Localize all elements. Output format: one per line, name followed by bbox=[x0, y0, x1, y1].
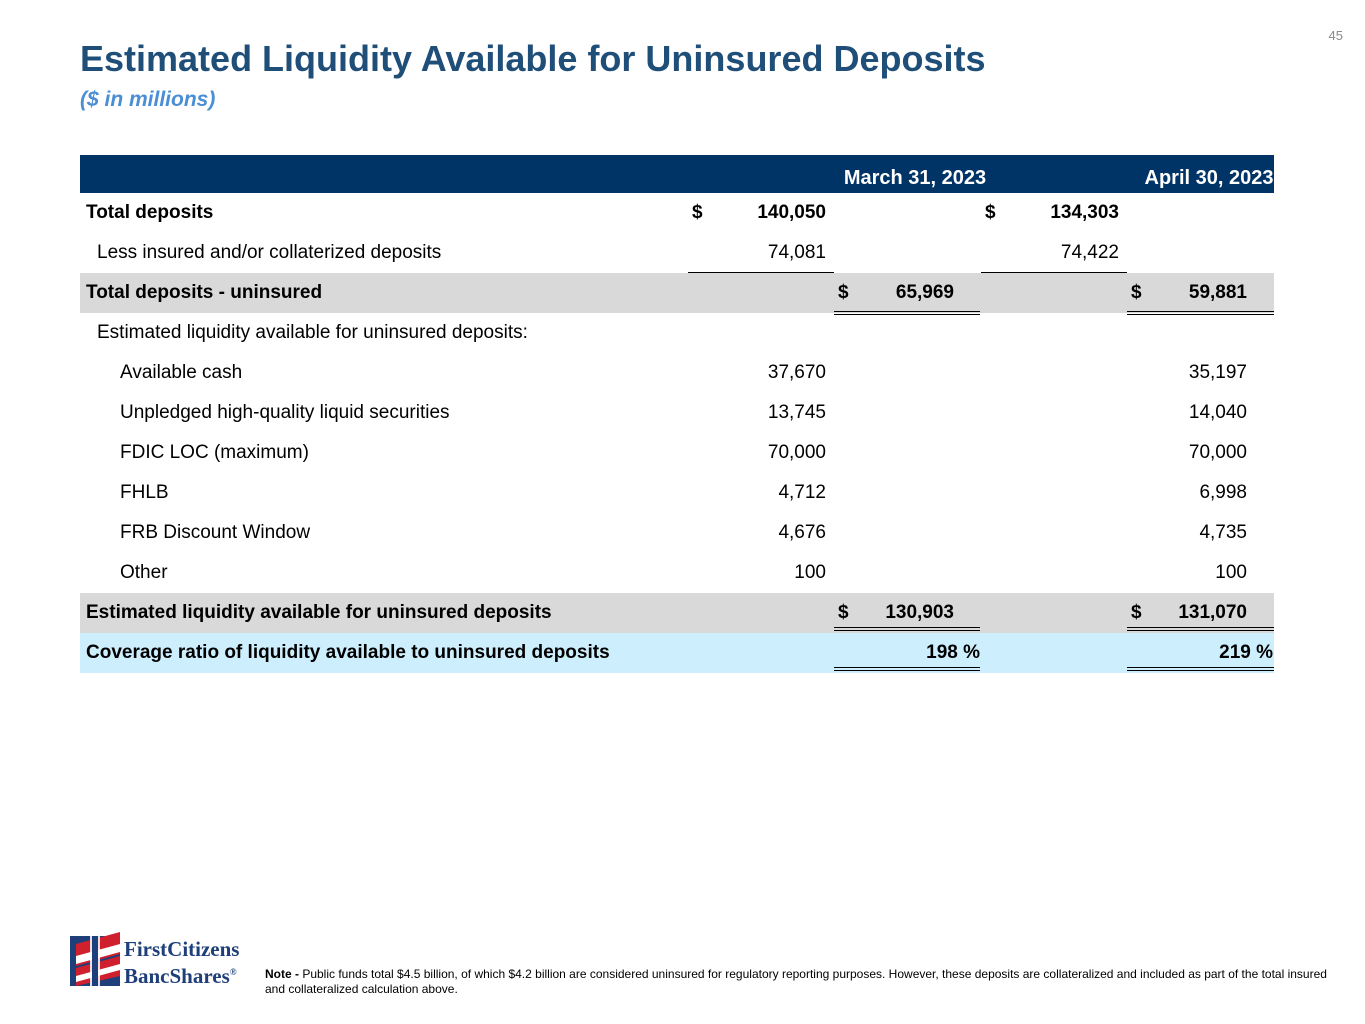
row-label: Available cash bbox=[120, 362, 243, 383]
table-header-row bbox=[80, 155, 1274, 193]
row-label: Other bbox=[120, 562, 168, 583]
april-value: 70,000 bbox=[1188, 442, 1247, 463]
row-label: FHLB bbox=[120, 482, 169, 503]
registered-mark: ® bbox=[229, 967, 237, 977]
table-row-coverage-ratio bbox=[80, 633, 1274, 673]
underline-april-insured bbox=[981, 272, 1127, 273]
dollar-sign: $ bbox=[838, 602, 849, 623]
column-header-april: April 30, 2023 bbox=[1144, 167, 1274, 189]
double-underline-april-liquidity bbox=[1127, 627, 1274, 631]
double-underline-april-uninsured bbox=[1127, 311, 1274, 315]
march-value: 70,000 bbox=[767, 442, 826, 463]
april-value: 59,881 bbox=[1188, 282, 1247, 303]
table-row-insured-deposits bbox=[80, 233, 1274, 273]
dollar-sign: $ bbox=[838, 282, 849, 303]
page-title: Estimated Liquidity Available for Uninsured Deposits bbox=[80, 38, 986, 79]
page-subtitle: ($ in millions) bbox=[80, 88, 216, 111]
double-underline-march-ratio bbox=[834, 667, 980, 671]
underline-march-insured bbox=[688, 272, 834, 273]
dollar-sign: $ bbox=[692, 202, 703, 223]
footnote bbox=[265, 967, 1335, 997]
march-ratio: 198 % bbox=[926, 642, 980, 663]
logo-wordmark bbox=[124, 938, 239, 988]
march-value: 100 bbox=[794, 562, 826, 583]
april-value: 4,735 bbox=[1199, 522, 1247, 543]
table-row-fdic-loc bbox=[80, 433, 1274, 473]
footnote-text: Public funds total $4.5 billion, of which $4.2 billion are considered uninsured for regulatory reporting purposes. However, these deposits are collateralized and included as part of the total insured and collateralized calculation above. bbox=[265, 967, 1327, 996]
dollar-sign: $ bbox=[985, 202, 996, 223]
march-value: 65,969 bbox=[895, 282, 954, 303]
dollar-sign: $ bbox=[1131, 602, 1142, 623]
column-header-march: March 31, 2023 bbox=[843, 167, 987, 189]
row-label: Coverage ratio of liquidity available to uninsured deposits bbox=[86, 642, 610, 663]
logo-line-2-text: BancShares bbox=[124, 964, 230, 988]
march-value: 37,670 bbox=[767, 362, 826, 383]
march-value: 74,081 bbox=[767, 242, 826, 263]
row-label: Total deposits - uninsured bbox=[86, 282, 323, 303]
table-row-total-deposits bbox=[80, 193, 1274, 233]
row-label: Estimated liquidity available for uninsured deposits bbox=[86, 602, 552, 623]
table-row-section-heading bbox=[80, 313, 1274, 353]
april-value: 74,422 bbox=[1060, 242, 1119, 263]
row-label: Total deposits bbox=[86, 202, 214, 223]
april-value: 35,197 bbox=[1188, 362, 1247, 383]
table-row-frb-discount-window bbox=[80, 513, 1274, 553]
logo-line-1: FirstCitizens bbox=[124, 937, 240, 961]
row-label: FDIC LOC (maximum) bbox=[120, 442, 309, 463]
april-ratio: 219 % bbox=[1219, 642, 1273, 663]
march-value: 4,712 bbox=[778, 482, 826, 503]
row-label: Unpledged high-quality liquid securities bbox=[120, 402, 450, 423]
logo-line-2 bbox=[124, 961, 239, 988]
april-value: 100 bbox=[1215, 562, 1247, 583]
march-value: 130,903 bbox=[885, 602, 954, 623]
row-label: FRB Discount Window bbox=[120, 522, 311, 543]
double-underline-march-liquidity bbox=[834, 627, 980, 631]
april-value: 134,303 bbox=[1050, 202, 1119, 223]
footnote-lead: Note - bbox=[265, 967, 299, 981]
page-number: 45 bbox=[1328, 28, 1343, 43]
double-underline-march-uninsured bbox=[834, 311, 980, 315]
table-row-estimated-liquidity-total bbox=[80, 593, 1274, 633]
march-value: 13,745 bbox=[767, 402, 826, 423]
table-row-unpledged-securities bbox=[80, 393, 1274, 433]
table-row-uninsured-deposits bbox=[80, 273, 1274, 313]
row-label: Less insured and/or collaterized deposits bbox=[97, 242, 442, 263]
double-underline-april-ratio bbox=[1127, 667, 1274, 671]
april-value: 131,070 bbox=[1178, 602, 1247, 623]
march-value: 4,676 bbox=[778, 522, 826, 543]
table-row-other bbox=[80, 553, 1274, 593]
row-label: Estimated liquidity available for uninsured deposits: bbox=[97, 322, 528, 343]
liquidity-table bbox=[80, 155, 1274, 673]
table-row-available-cash bbox=[80, 353, 1274, 393]
april-value: 14,040 bbox=[1188, 402, 1247, 423]
april-value: 6,998 bbox=[1199, 482, 1247, 503]
table-row-fhlb bbox=[80, 473, 1274, 513]
march-value: 140,050 bbox=[757, 202, 826, 223]
dollar-sign: $ bbox=[1131, 282, 1142, 303]
